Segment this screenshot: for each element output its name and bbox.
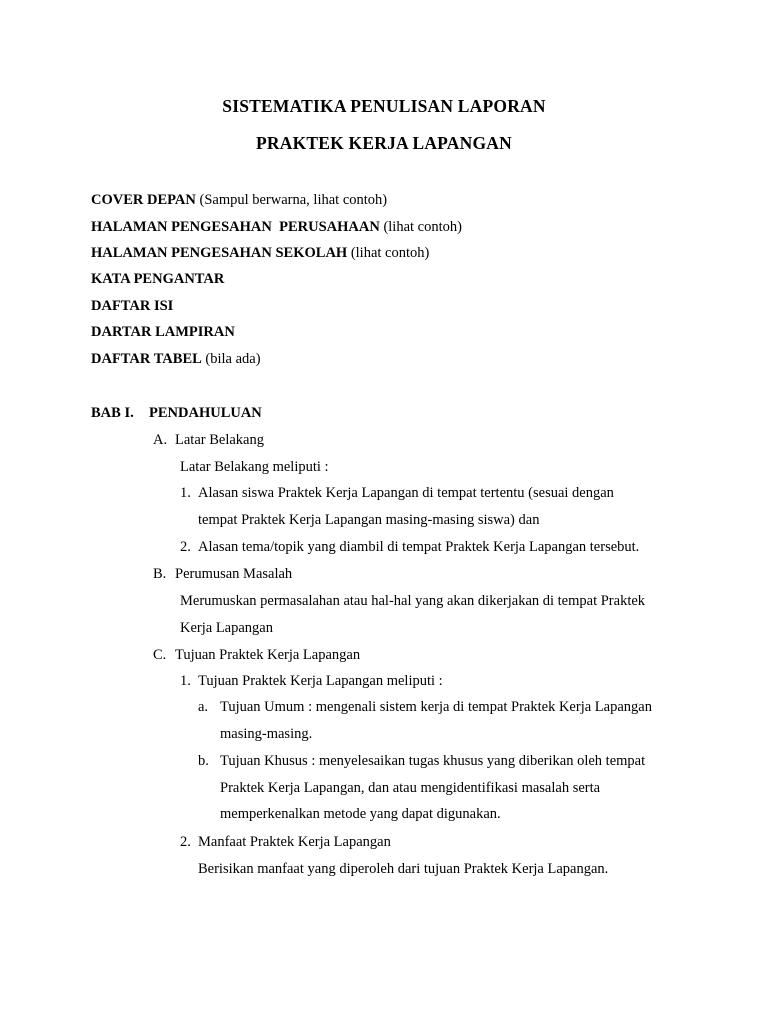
list-item-text: Manfaat Praktek Kerja Lapangan [198,834,391,850]
chapter-title: PENDAHULUAN [149,405,262,421]
front-matter-label: KATA PENGANTAR [91,271,225,287]
list-item-text: Alasan siswa Praktek Kerja Lapangan di tempat tertentu (sesuai dengan [198,485,614,501]
section-marker-c: C. [153,647,167,663]
list-item-text-cont: tempat Praktek Kerja Lapangan masing-masing siswa) dan [198,512,540,528]
section-title-c: Tujuan Praktek Kerja Lapangan [175,647,361,663]
front-matter-item [91,193,387,208]
list-item-text: Alasan tema/topik yang diambil di tempat Praktek Kerja Lapangan tersebut. [198,539,640,555]
front-matter-note: (bila ada) [201,351,261,367]
sublist-marker: b. [198,753,209,769]
front-matter-label: DAFTAR TABEL [91,351,202,367]
sublist-item-text-cont: masing-masing. [220,726,313,742]
list-marker: 2. [180,834,191,850]
front-matter-item [91,272,224,287]
front-matter-label: HALAMAN PENGESAHAN PERUSAHAAN [91,219,380,235]
section-title-b: Perumusan Masalah [175,566,293,582]
title-line-2: PRAKTEK KERJA LAPANGAN [256,133,512,153]
section-b-text-cont: Kerja Lapangan [180,620,273,636]
front-matter-note: (lihat contoh) [347,245,430,261]
list-marker: 1. [180,673,191,689]
sublist-item-text: Tujuan Khusus : menyelesaikan tugas khusus yang diberikan oleh tempat [220,753,646,769]
front-matter-item [91,352,261,367]
front-matter-item [91,325,235,340]
front-matter-item [91,246,429,261]
chapter-number: BAB I. [91,405,134,421]
title-line-1: SISTEMATIKA PENULISAN LAPORAN [222,96,546,116]
list-item-body: Berisikan manfaat yang diperoleh dari tujuan Praktek Kerja Lapangan. [198,861,609,877]
front-matter-label: DAFTAR ISI [91,298,174,314]
front-matter-note: (Sampul berwarna, lihat contoh) [195,192,388,208]
front-matter-note: (lihat contoh) [379,219,462,235]
sublist-item-text: Tujuan Umum : mengenali sistem kerja di tempat Praktek Kerja Lapangan [220,699,652,715]
section-b-text: Merumuskan permasalahan atau hal-hal yang akan dikerjakan di tempat Praktek [180,593,646,609]
sublist-item-text-cont: memperkenalkan metode yang dapat digunakan. [220,806,501,822]
list-item-text: Tujuan Praktek Kerja Lapangan meliputi : [198,673,443,689]
section-title-a: Latar Belakang [175,432,264,448]
section-marker-a: A. [153,432,168,448]
section-a-intro: Latar Belakang meliputi : [180,459,329,475]
front-matter-label: DARTAR LAMPIRAN [91,324,235,340]
front-matter-item [91,299,173,314]
section-marker-b: B. [153,566,167,582]
list-marker: 1. [180,485,191,501]
sublist-marker: a. [198,699,209,715]
front-matter-label: HALAMAN PENGESAHAN SEKOLAH [91,245,348,261]
front-matter-label: COVER DEPAN [91,192,196,208]
list-marker: 2. [180,539,191,555]
front-matter-item [91,220,462,235]
sublist-item-text-cont: Praktek Kerja Lapangan, dan atau mengidentifikasi masalah serta [220,780,601,796]
